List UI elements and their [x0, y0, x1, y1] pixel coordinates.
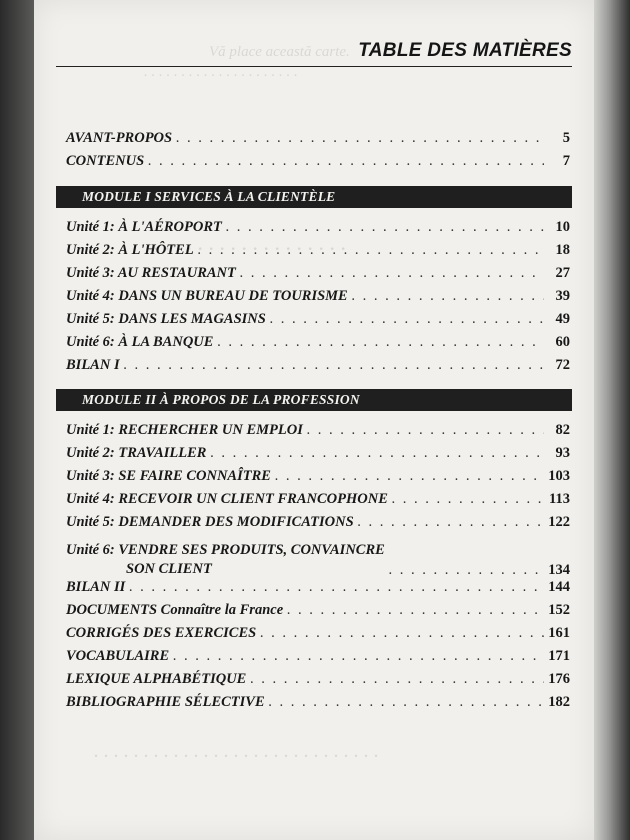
dot-leader	[240, 265, 544, 282]
toc-entry-label: CORRIGÉS DES EXERCICES	[66, 625, 257, 641]
toc-entry-label: Unité 2: À L'HÔTEL	[66, 242, 194, 258]
toc-entry[interactable]	[66, 265, 570, 288]
toc-entry[interactable]	[66, 242, 570, 265]
book-page	[34, 0, 594, 840]
toc-entry[interactable]	[66, 694, 570, 717]
module-1-header: MODULE I SERVICES À LA CLIENTÈLE	[56, 186, 572, 208]
toc-entry-page: 93	[555, 445, 570, 461]
toc-entry-label: LEXIQUE ALPHABÉTIQUE	[66, 671, 247, 687]
page-edge-shadow	[594, 0, 630, 840]
toc-entry-label: Unité 3: SE FAIRE CONNAÎTRE	[66, 468, 271, 484]
dot-leader	[176, 130, 544, 147]
toc-entry-label: Unité 4: DANS UN BUREAU DE TOURISME	[66, 288, 348, 304]
toc-entry-label: BILAN II	[66, 579, 126, 595]
toc-entry-label: Unité 5: DANS LES MAGASINS	[66, 311, 266, 327]
dot-leader	[260, 625, 544, 642]
toc-entry-label: Unité 5: DEMANDER DES MODIFICATIONS	[66, 514, 354, 530]
toc-entry-page: 103	[548, 468, 570, 484]
toc-entry-label: Unité 3: AU RESTAURANT	[66, 265, 236, 281]
toc-entry[interactable]	[66, 491, 570, 514]
module-2-header: MODULE II À PROPOS DE LA PROFESSION	[56, 389, 572, 411]
front-matter-list	[66, 130, 570, 176]
toc-entry-page: 171	[548, 648, 570, 664]
dot-leader	[392, 491, 544, 508]
toc-entry-label: DOCUMENTS Connaître la France	[66, 602, 284, 618]
toc-entry-page: 5	[562, 130, 570, 146]
toc-entry[interactable]	[66, 130, 570, 153]
toc-entry[interactable]	[66, 334, 570, 357]
toc-entry[interactable]	[66, 625, 570, 648]
toc-entry[interactable]	[66, 153, 570, 176]
toc-entry-page: 7	[562, 153, 570, 169]
book-spine-shadow	[0, 0, 34, 840]
toc-entry[interactable]	[66, 514, 570, 537]
toc-entry-multiline[interactable]	[66, 537, 570, 579]
module-2-list	[66, 422, 570, 717]
dot-leader	[287, 602, 544, 619]
toc-entry-label: Unité 1: RECHERCHER UN EMPLOI	[66, 422, 303, 438]
dot-leader	[269, 694, 544, 711]
toc-entry-label: CONTENUS	[66, 153, 145, 169]
dot-leader	[226, 219, 544, 236]
toc-entry-label: Unité 2: TRAVAILLER	[66, 445, 207, 461]
dot-leader	[148, 153, 544, 170]
bleed-through-text: . . . . . . . . . . . . . . . . . .	[154, 230, 347, 255]
toc-entry-page: 60	[555, 334, 570, 350]
dot-leader	[210, 445, 544, 462]
toc-entry[interactable]	[66, 422, 570, 445]
bleed-through-text: . . . . . . . . . . . . . . . . . . . . . . . . . . . . .	[94, 740, 379, 762]
toc-entry[interactable]	[66, 445, 570, 468]
dot-leader	[270, 311, 544, 328]
toc-entry-page: 134	[548, 562, 570, 578]
dot-leader	[198, 242, 544, 259]
toc-entry-label: BILAN I	[66, 357, 120, 373]
toc-entry-page: 122	[548, 514, 570, 530]
toc-entry-label	[66, 541, 385, 579]
toc-entry-page: 161	[548, 625, 570, 641]
toc-entry[interactable]	[66, 671, 570, 694]
toc-entry-page: 182	[548, 694, 570, 710]
toc-entry-label: BIBLIOGRAPHIE SÉLECTIVE	[66, 694, 265, 710]
dot-leader	[358, 514, 544, 531]
toc-entry-page: 152	[548, 602, 570, 618]
toc-entry[interactable]	[66, 219, 570, 242]
toc-entry-label-line1: Unité 6: VENDRE SES PRODUITS, CONVAINCRE	[66, 542, 385, 558]
toc-entry-page: 39	[555, 288, 570, 304]
dot-leader	[129, 579, 544, 596]
bleed-through-text: Vă place această carte.	[209, 44, 350, 60]
toc-entry-page: 10	[555, 219, 570, 235]
dot-leader	[389, 562, 544, 579]
toc-entry[interactable]	[66, 288, 570, 311]
toc-entry-page: 176	[548, 671, 570, 687]
toc-entry-page: 113	[549, 491, 570, 507]
toc-entry[interactable]	[66, 357, 570, 380]
toc-entry-page: 82	[555, 422, 570, 438]
dot-leader	[352, 288, 544, 305]
header-rule	[56, 66, 572, 67]
module-1-list	[66, 219, 570, 380]
toc-entry-page: 49	[555, 311, 570, 327]
toc-entry[interactable]	[66, 602, 570, 625]
dot-leader	[217, 334, 544, 351]
toc-entry-page: 27	[555, 265, 570, 281]
page-title: TABLE DES MATIÈRES	[358, 40, 572, 61]
dot-leader	[173, 648, 544, 665]
dot-leader	[250, 671, 544, 688]
toc-entry-label: Unité 6: À LA BANQUE	[66, 334, 214, 350]
toc-entry-label: Unité 1: À L'AÉROPORT	[66, 219, 222, 235]
toc-entry-label-line2: SON CLIENT	[126, 561, 212, 577]
toc-entry[interactable]	[66, 648, 570, 671]
toc-entry-page: 72	[555, 357, 570, 373]
bleed-through-text: . . . . . . . . . . . . . . . . . . . . .	[144, 64, 298, 80]
toc-entry-label: VOCABULAIRE	[66, 648, 170, 664]
dot-leader	[307, 422, 544, 439]
toc-entry-label: AVANT-PROPOS	[66, 130, 173, 146]
toc-entry-page: 18	[555, 242, 570, 258]
toc-entry[interactable]	[66, 468, 570, 491]
toc-entry[interactable]	[66, 579, 570, 602]
dot-leader	[275, 468, 544, 485]
dot-leader	[124, 357, 544, 374]
toc-entry[interactable]	[66, 311, 570, 334]
toc-entry-label: Unité 4: RECEVOIR UN CLIENT FRANCOPHONE	[66, 491, 388, 507]
toc-entry-page: 144	[548, 579, 570, 595]
